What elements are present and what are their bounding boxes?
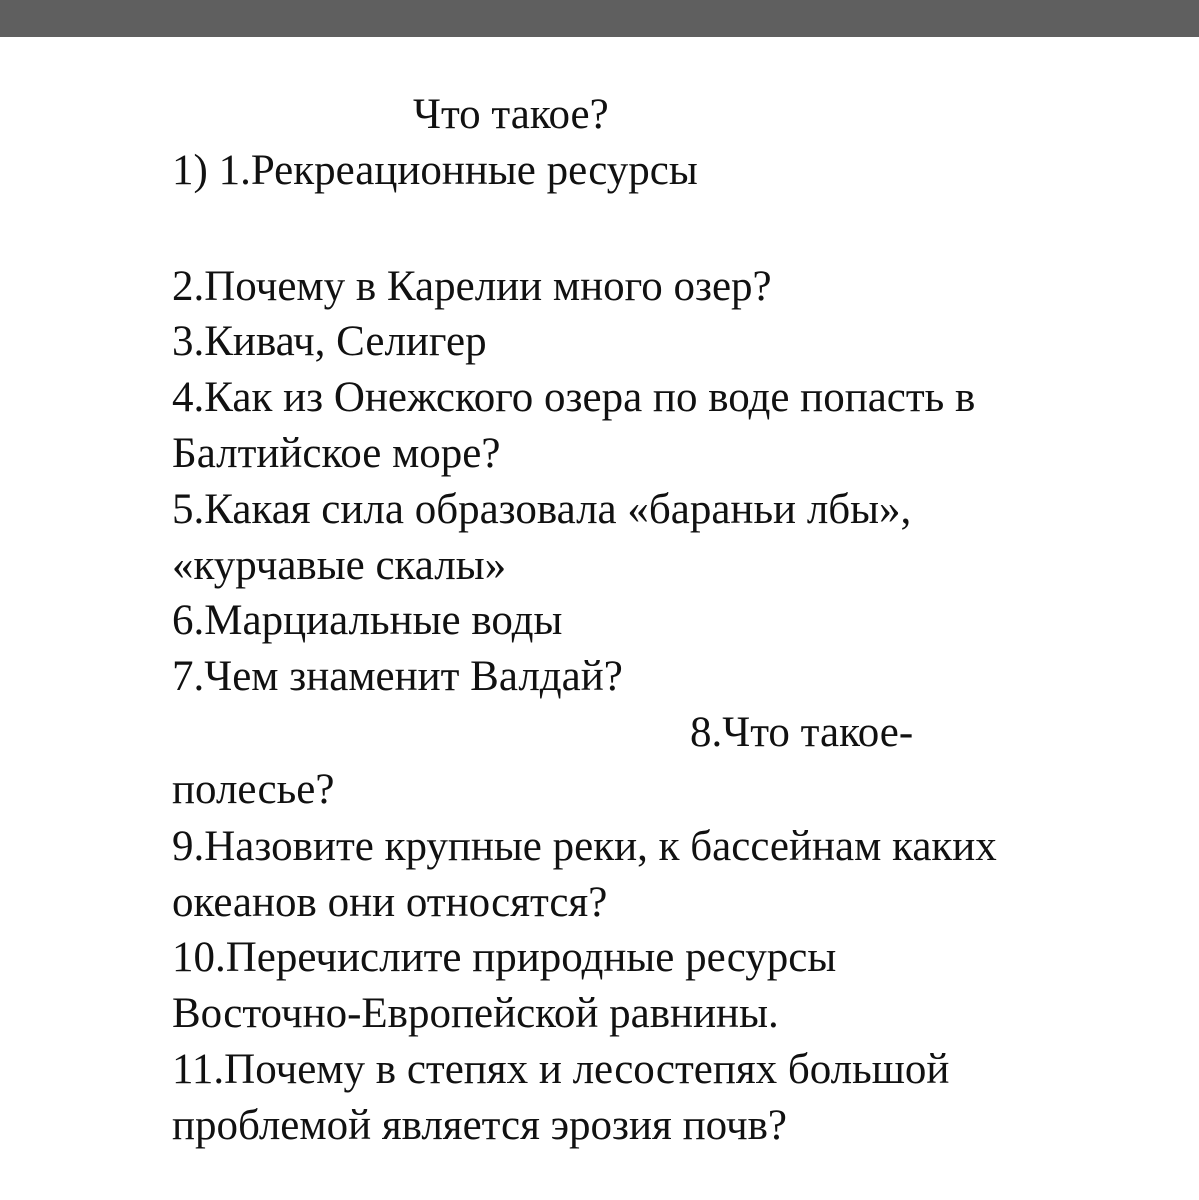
- question-11-line-1: 11.Почему в степях и лесостепях большой: [172, 1046, 950, 1093]
- question-10-line-1: 10.Перечислите природные ресурсы: [172, 934, 837, 981]
- document-title: Что такое?: [413, 91, 609, 138]
- question-4-line-1: 4.Как из Онежского озера по воде попасть в: [172, 374, 976, 421]
- document-page: [0, 37, 1199, 1200]
- question-5-line-2: «курчавые скалы»: [172, 542, 507, 589]
- question-3: 3.Кивач, Селигер: [172, 318, 487, 365]
- top-bar: [0, 0, 1199, 37]
- question-5-line-1: 5.Какая сила образовала «бараньи лбы»,: [172, 486, 912, 533]
- question-9-line-2: океанов они относятся?: [172, 879, 608, 926]
- question-8-line-1: 8.Что такое-: [690, 709, 914, 756]
- question-4-line-2: Балтийское море?: [172, 430, 501, 477]
- question-2: 2.Почему в Карелии много озер?: [172, 263, 772, 310]
- question-11-line-2: проблемой является эрозия почв?: [172, 1102, 787, 1149]
- question-8-line-2: полесье?: [172, 766, 335, 813]
- question-7: 7.Чем знаменит Валдай?: [172, 653, 623, 700]
- question-10-line-2: Восточно-Европейской равнины.: [172, 990, 779, 1037]
- question-1: 1) 1.Рекреационные ресурсы: [172, 147, 698, 194]
- question-9-line-1: 9.Назовите крупные реки, к бассейнам каких: [172, 823, 997, 870]
- question-6: 6.Марциальные воды: [172, 597, 563, 644]
